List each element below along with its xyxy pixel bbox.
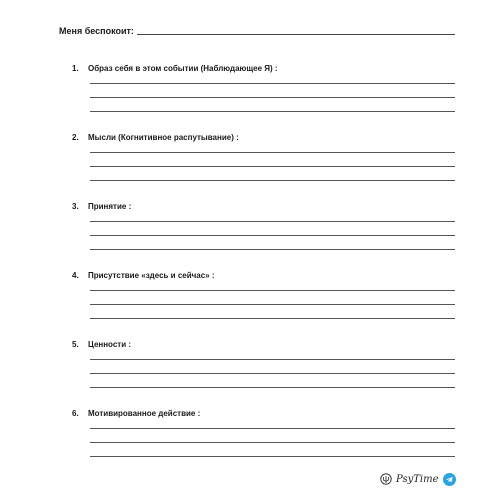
answer-line[interactable] — [90, 359, 455, 360]
answer-line[interactable] — [90, 318, 455, 319]
brand-name: PsyTime — [396, 473, 439, 485]
telegram-icon[interactable] — [443, 473, 456, 486]
answer-line[interactable] — [90, 166, 455, 167]
answer-line[interactable] — [90, 373, 455, 374]
section-values — [72, 340, 455, 350]
psytime-logo-icon — [380, 473, 392, 485]
answer-line[interactable] — [90, 428, 455, 429]
answer-line[interactable] — [90, 152, 455, 153]
section-number: 3. — [72, 202, 79, 211]
section-self-image — [72, 64, 455, 74]
section-title: Мысли (Когнитивное распутывание) : — [88, 133, 239, 142]
section-title-row — [72, 202, 455, 212]
answer-line[interactable] — [90, 304, 455, 305]
answer-line[interactable] — [90, 235, 455, 236]
answer-line[interactable] — [90, 97, 455, 98]
section-title-row — [72, 340, 455, 350]
section-thoughts — [72, 133, 455, 143]
section-title: Принятие : — [88, 202, 132, 211]
answer-line[interactable] — [90, 290, 455, 291]
section-title-row — [72, 133, 455, 143]
answer-line[interactable] — [90, 249, 455, 250]
worry-label: Меня беспокоит: — [59, 26, 134, 36]
answer-line[interactable] — [90, 83, 455, 84]
section-number: 2. — [72, 133, 79, 142]
brand-logo — [380, 471, 456, 487]
answer-line[interactable] — [90, 221, 455, 222]
answer-line[interactable] — [90, 180, 455, 181]
worry-header — [59, 24, 455, 36]
section-title: Присутствие «здесь и сейчас» : — [88, 271, 215, 280]
section-title: Мотивированное действие : — [88, 409, 201, 418]
section-number: 6. — [72, 409, 79, 418]
section-number: 1. — [72, 64, 79, 73]
section-motivated-action — [72, 409, 455, 419]
worry-answer-line[interactable] — [137, 34, 455, 35]
answer-line[interactable] — [90, 111, 455, 112]
section-title-row — [72, 64, 455, 74]
section-title: Образ себя в этом событии (Наблюдающее Я) : — [88, 64, 278, 73]
section-title-row — [72, 409, 455, 419]
section-number: 4. — [72, 271, 79, 280]
answer-line[interactable] — [90, 442, 455, 443]
section-acceptance — [72, 202, 455, 212]
section-title-row — [72, 271, 455, 281]
answer-line[interactable] — [90, 456, 455, 457]
section-number: 5. — [72, 340, 79, 349]
section-presence — [72, 271, 455, 281]
section-title: Ценности : — [88, 340, 132, 349]
answer-line[interactable] — [90, 387, 455, 388]
